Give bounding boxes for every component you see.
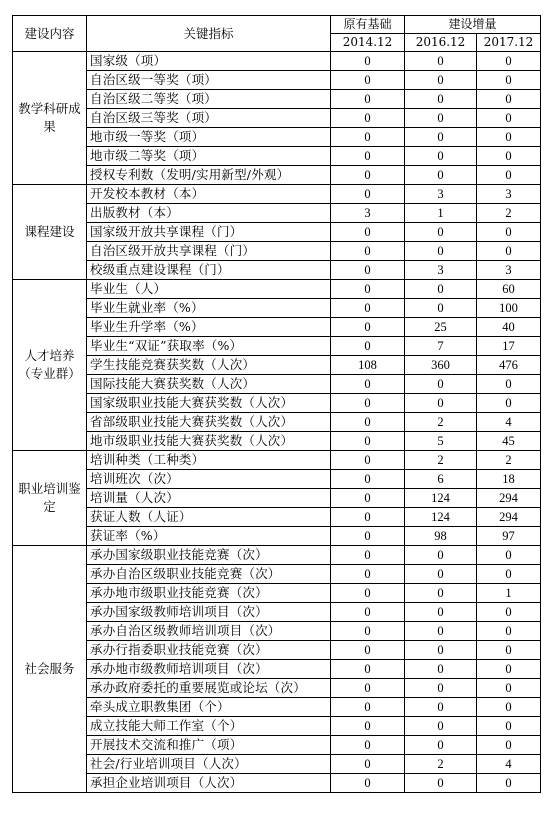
table-row — [13, 603, 541, 622]
base-value-cell: 0 — [331, 128, 405, 147]
table-row — [13, 147, 541, 166]
value-2017-cell: 1 — [477, 584, 541, 603]
value-2016-cell: 0 — [405, 71, 477, 90]
value-2017-cell: 0 — [477, 223, 541, 242]
indicator-cell: 承办国家级教师培训项目（次） — [87, 603, 331, 622]
base-value-cell: 0 — [331, 679, 405, 698]
indicator-cell: 国家级（项） — [87, 52, 331, 71]
value-2017-cell: 0 — [477, 166, 541, 185]
value-2016-cell: 2 — [405, 755, 477, 774]
value-2016-cell: 124 — [405, 489, 477, 508]
value-2017-cell: 60 — [477, 280, 541, 299]
value-2016-cell: 0 — [405, 660, 477, 679]
indicator-cell: 承办行指委职业技能竞赛（次） — [87, 641, 331, 660]
value-2016-cell: 2 — [405, 413, 477, 432]
base-value-cell: 0 — [331, 584, 405, 603]
header-increment: 建设增量 — [405, 16, 541, 34]
value-2016-cell: 0 — [405, 242, 477, 261]
base-value-cell: 0 — [331, 413, 405, 432]
indicator-cell: 牵头成立职教集团（个） — [87, 698, 331, 717]
indicator-cell: 获证人数（人证） — [87, 508, 331, 527]
value-2017-cell: 0 — [477, 622, 541, 641]
indicator-cell: 自治区级二等奖（项） — [87, 90, 331, 109]
base-value-cell: 0 — [331, 451, 405, 470]
value-2016-cell: 6 — [405, 470, 477, 489]
base-value-cell: 0 — [331, 527, 405, 546]
value-2016-cell: 0 — [405, 641, 477, 660]
value-2016-cell: 0 — [405, 128, 477, 147]
value-2017-cell: 0 — [477, 641, 541, 660]
value-2016-cell: 0 — [405, 774, 477, 793]
base-value-cell: 0 — [331, 394, 405, 413]
indicator-cell: 承办地市级教师培训项目（次） — [87, 660, 331, 679]
value-2017-cell: 0 — [477, 71, 541, 90]
value-2017-cell: 0 — [477, 109, 541, 128]
indicator-cell: 自治区级一等奖（项） — [87, 71, 331, 90]
value-2016-cell: 98 — [405, 527, 477, 546]
indicator-cell: 毕业生（人） — [87, 280, 331, 299]
value-2016-cell: 0 — [405, 736, 477, 755]
table-row — [13, 166, 541, 185]
value-2016-cell: 0 — [405, 565, 477, 584]
table-row — [13, 660, 541, 679]
value-2016-cell: 360 — [405, 356, 477, 375]
indicator-cell: 培训量（人次） — [87, 489, 331, 508]
indicator-cell: 承办自治区级教师培训项目（次） — [87, 622, 331, 641]
indicator-cell: 国际技能大赛获奖数（人次） — [87, 375, 331, 394]
value-2017-cell: 0 — [477, 736, 541, 755]
indicator-cell: 获证率（%） — [87, 527, 331, 546]
value-2017-cell: 40 — [477, 318, 541, 337]
value-2017-cell: 0 — [477, 660, 541, 679]
base-value-cell: 0 — [331, 71, 405, 90]
category-cell: 人才培养（专业群） — [13, 280, 87, 451]
value-2017-cell: 0 — [477, 546, 541, 565]
value-2016-cell: 124 — [405, 508, 477, 527]
value-2017-cell: 0 — [477, 565, 541, 584]
header-indicator: 关键指标 — [87, 16, 331, 52]
base-value-cell: 0 — [331, 432, 405, 451]
indicator-cell: 国家级开放共享课程（门） — [87, 223, 331, 242]
value-2016-cell: 2 — [405, 451, 477, 470]
table-row — [13, 223, 541, 242]
value-2016-cell: 0 — [405, 299, 477, 318]
value-2017-cell: 3 — [477, 185, 541, 204]
value-2016-cell: 0 — [405, 622, 477, 641]
indicator-cell: 地市级二等奖（项） — [87, 147, 331, 166]
base-value-cell: 0 — [331, 622, 405, 641]
header-year-2017: 2017.12 — [477, 34, 541, 52]
value-2016-cell: 0 — [405, 679, 477, 698]
table-row — [13, 242, 541, 261]
header-row — [13, 16, 541, 34]
value-2017-cell: 2 — [477, 451, 541, 470]
table-row — [13, 375, 541, 394]
indicator-cell: 授权专利数（发明/实用新型/外观） — [87, 166, 331, 185]
table-row — [13, 318, 541, 337]
value-2016-cell: 0 — [405, 698, 477, 717]
value-2017-cell: 0 — [477, 375, 541, 394]
table-row — [13, 584, 541, 603]
value-2016-cell: 0 — [405, 584, 477, 603]
value-2016-cell: 3 — [405, 261, 477, 280]
table-container — [12, 15, 541, 793]
indicator-cell: 毕业生升学率（%） — [87, 318, 331, 337]
table-row — [13, 413, 541, 432]
base-value-cell: 0 — [331, 147, 405, 166]
value-2017-cell: 97 — [477, 527, 541, 546]
category-cell: 课程建设 — [13, 185, 87, 280]
indicator-cell: 校级重点建设课程（门） — [87, 261, 331, 280]
indicator-cell: 成立技能大师工作室（个） — [87, 717, 331, 736]
table-row — [13, 451, 541, 470]
value-2016-cell: 0 — [405, 109, 477, 128]
value-2017-cell: 100 — [477, 299, 541, 318]
base-value-cell: 0 — [331, 698, 405, 717]
base-value-cell: 0 — [331, 52, 405, 71]
indicator-cell: 承办政府委托的重要展览或论坛（次） — [87, 679, 331, 698]
base-value-cell: 0 — [331, 660, 405, 679]
table-row — [13, 755, 541, 774]
table-row — [13, 71, 541, 90]
base-value-cell: 0 — [331, 261, 405, 280]
value-2017-cell: 0 — [477, 52, 541, 71]
base-value-cell: 0 — [331, 755, 405, 774]
indicator-cell: 承办地市级职业技能竞赛（次） — [87, 584, 331, 603]
base-value-cell: 3 — [331, 204, 405, 223]
table-row — [13, 527, 541, 546]
table-body — [13, 52, 541, 793]
value-2016-cell: 0 — [405, 717, 477, 736]
value-2017-cell: 0 — [477, 242, 541, 261]
value-2016-cell: 0 — [405, 147, 477, 166]
base-value-cell: 0 — [331, 641, 405, 660]
indicator-cell: 学生技能竞赛获奖数（人次） — [87, 356, 331, 375]
table-row — [13, 52, 541, 71]
value-2017-cell: 0 — [477, 603, 541, 622]
table-row — [13, 185, 541, 204]
value-2017-cell: 17 — [477, 337, 541, 356]
value-2016-cell: 0 — [405, 223, 477, 242]
indicator-cell: 自治区级三等奖（项） — [87, 109, 331, 128]
indicator-cell: 省部级职业技能大赛获奖数（人次） — [87, 413, 331, 432]
category-cell: 职业培训鉴定 — [13, 451, 87, 546]
table-row — [13, 280, 541, 299]
value-2017-cell: 45 — [477, 432, 541, 451]
value-2017-cell: 0 — [477, 774, 541, 793]
table-row — [13, 128, 541, 147]
value-2016-cell: 0 — [405, 394, 477, 413]
base-value-cell: 0 — [331, 242, 405, 261]
value-2017-cell: 0 — [477, 394, 541, 413]
value-2017-cell: 0 — [477, 128, 541, 147]
indicator-cell: 地市级职业技能大赛获奖数（人次） — [87, 432, 331, 451]
table-row — [13, 641, 541, 660]
base-value-cell: 0 — [331, 736, 405, 755]
base-value-cell: 0 — [331, 337, 405, 356]
base-value-cell: 0 — [331, 489, 405, 508]
value-2017-cell: 0 — [477, 90, 541, 109]
header-year-base: 2014.12 — [331, 34, 405, 52]
table-row — [13, 90, 541, 109]
value-2016-cell: 1 — [405, 204, 477, 223]
base-value-cell: 0 — [331, 109, 405, 128]
indicator-cell: 开发校本教材（本） — [87, 185, 331, 204]
indicator-cell: 开展技术交流和推广（项） — [87, 736, 331, 755]
indicator-cell: 承办自治区级职业技能竞赛（次） — [87, 565, 331, 584]
table-row — [13, 546, 541, 565]
base-value-cell: 0 — [331, 90, 405, 109]
value-2017-cell: 294 — [477, 489, 541, 508]
value-2017-cell: 2 — [477, 204, 541, 223]
base-value-cell: 0 — [331, 185, 405, 204]
header-category: 建设内容 — [13, 16, 87, 52]
value-2017-cell: 18 — [477, 470, 541, 489]
base-value-cell: 0 — [331, 223, 405, 242]
indicator-cell: 国家级职业技能大赛获奖数（人次） — [87, 394, 331, 413]
table-row — [13, 717, 541, 736]
value-2017-cell: 3 — [477, 261, 541, 280]
table-row — [13, 489, 541, 508]
base-value-cell: 0 — [331, 774, 405, 793]
base-value-cell: 0 — [331, 717, 405, 736]
value-2017-cell: 0 — [477, 147, 541, 166]
value-2016-cell: 0 — [405, 375, 477, 394]
indicator-cell: 自治区级开放共享课程（门） — [87, 242, 331, 261]
value-2016-cell: 0 — [405, 52, 477, 71]
base-value-cell: 108 — [331, 356, 405, 375]
value-2016-cell: 25 — [405, 318, 477, 337]
indicator-cell: 出版教材（本） — [87, 204, 331, 223]
value-2016-cell: 5 — [405, 432, 477, 451]
value-2017-cell: 476 — [477, 356, 541, 375]
table-row — [13, 356, 541, 375]
value-2017-cell: 4 — [477, 755, 541, 774]
table-row — [13, 470, 541, 489]
base-value-cell: 0 — [331, 318, 405, 337]
base-value-cell: 0 — [331, 470, 405, 489]
header-base: 原有基础 — [331, 16, 405, 34]
indicator-cell: 承担企业培训项目（人次） — [87, 774, 331, 793]
value-2016-cell: 7 — [405, 337, 477, 356]
value-2016-cell: 0 — [405, 166, 477, 185]
value-2017-cell: 0 — [477, 679, 541, 698]
base-value-cell: 0 — [331, 508, 405, 527]
table-row — [13, 337, 541, 356]
value-2016-cell: 3 — [405, 185, 477, 204]
table-row — [13, 109, 541, 128]
indicator-cell: 培训班次（次） — [87, 470, 331, 489]
indicator-cell: 毕业生“双证”获取率（%） — [87, 337, 331, 356]
base-value-cell: 0 — [331, 375, 405, 394]
value-2017-cell: 4 — [477, 413, 541, 432]
category-cell: 教学科研成果 — [13, 52, 87, 185]
base-value-cell: 0 — [331, 565, 405, 584]
base-value-cell: 0 — [331, 166, 405, 185]
value-2016-cell: 0 — [405, 546, 477, 565]
table-row — [13, 698, 541, 717]
base-value-cell: 0 — [331, 603, 405, 622]
category-cell: 社会服务 — [13, 546, 87, 793]
table-row — [13, 565, 541, 584]
table-row — [13, 432, 541, 451]
value-2017-cell: 0 — [477, 698, 541, 717]
indicator-cell: 社会/行业培训项目（人次） — [87, 755, 331, 774]
table-row — [13, 204, 541, 223]
table-row — [13, 508, 541, 527]
construction-indicators-table — [12, 15, 541, 793]
value-2016-cell: 0 — [405, 603, 477, 622]
table-row — [13, 736, 541, 755]
table-row — [13, 299, 541, 318]
value-2016-cell: 0 — [405, 280, 477, 299]
base-value-cell: 0 — [331, 546, 405, 565]
value-2017-cell: 0 — [477, 717, 541, 736]
table-row — [13, 774, 541, 793]
table-row — [13, 679, 541, 698]
header-year-2016: 2016.12 — [405, 34, 477, 52]
indicator-cell: 培训种类（工种类） — [87, 451, 331, 470]
table-row — [13, 394, 541, 413]
indicator-cell: 承办国家级职业技能竞赛（次） — [87, 546, 331, 565]
base-value-cell: 0 — [331, 299, 405, 318]
base-value-cell: 0 — [331, 280, 405, 299]
table-row — [13, 622, 541, 641]
indicator-cell: 毕业生就业率（%） — [87, 299, 331, 318]
value-2017-cell: 294 — [477, 508, 541, 527]
value-2016-cell: 0 — [405, 90, 477, 109]
table-row — [13, 261, 541, 280]
indicator-cell: 地市级一等奖（项） — [87, 128, 331, 147]
